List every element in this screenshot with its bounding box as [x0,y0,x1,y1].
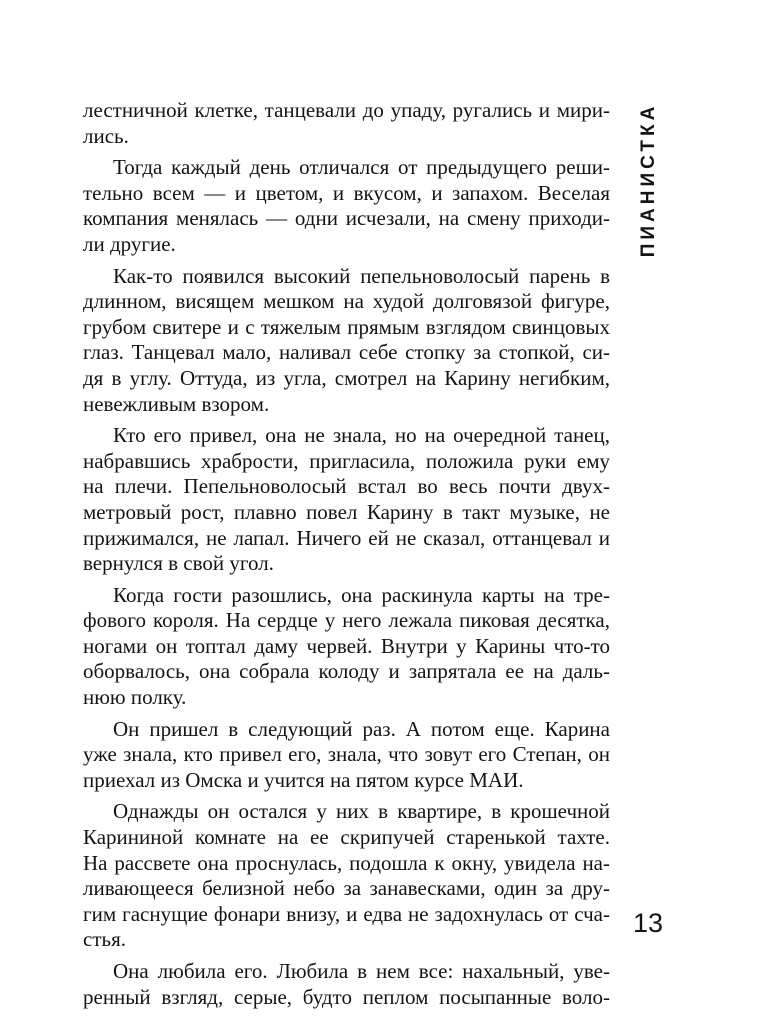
text-line: стья. [83,927,126,952]
text-line: оборвалось, она собрала колоду и запрятала ее на даль- [83,659,610,684]
text-line: На рассвете она проснулась, подошла к окну, увидела на- [83,850,610,875]
paragraph [83,264,610,418]
text-line: Карининой комнате на ее скрипучей старенькой тахте. [83,825,610,850]
paragraph [83,717,610,794]
text-line: приехал из Омска и учится на пятом курсе МАИ. [83,767,524,792]
text-line: тельно всем — и цветом, и вкусом, и запахом. Веселая [83,180,610,205]
paragraph [83,799,610,953]
paragraph [83,583,610,711]
paragraph [83,959,610,1010]
text-line: ренный взгляд, серые, будто пеплом посыпанные воло- [83,984,610,1009]
text-line: ногами он топтал даму червей. Внутри у Карины что-то [83,633,610,658]
body-text [83,98,610,1010]
text-line: ливающееся белизной небо за занавесками, один за дру- [83,876,610,901]
text-line: фового короля. На сердце у него лежала пиковая десятка, [83,608,610,633]
text-line: ли другие. [83,231,176,256]
text-line: Однажды он остался у них в квартире, в крошечной [113,799,610,824]
text-line: невежливым взором. [83,391,270,416]
text-line: Как-то появился высокий пепельноволосый парень в [113,263,610,288]
text-line: лись. [83,123,129,148]
text-line: Кто его привел, она не знала, но на очередной танец, [113,423,610,448]
text-line: Он пришел в следующий раз. А потом еще. Карина [113,716,610,741]
page-number: 13 [633,908,664,938]
text-line: длинном, висящем мешком на худой долговязой фигуре, [83,289,610,314]
text-line: набравшись храбрости, пригласила, положила руки ему [83,448,610,473]
paragraph [83,423,610,577]
text-line: гим гаснущие фонари внизу, и едва не задохнулась от сча- [83,901,610,926]
text-line: нюю полку. [83,685,187,710]
text-line: на плечи. Пепельноволосый встал во весь почти двух- [83,474,610,499]
text-line: Она любила его. Любила в нем все: нахальный, уве- [113,959,610,983]
text-line: компания менялась — одни исчезали, на смену приходи- [83,206,610,231]
text-line: вернулся в свой угол. [83,551,274,576]
paragraph [83,155,610,257]
running-head-title: ПИАНИСТКА [638,102,659,258]
running-head [632,100,666,260]
text-line: Тогда каждый день отличался от предыдущего реши- [113,155,610,180]
text-line: лестничной клетке, танцевали до упаду, ругались и мири- [83,98,610,122]
text-line: глаз. Танцевал мало, наливал себе стопку за стопкой, си- [83,340,610,365]
text-line: уже знала, кто привел его, знала, что зовут его Степан, он [83,742,610,767]
text-line: метровый рост, плавно повел Карину в такт музыке, не [83,499,610,524]
text-line: грубом свитере и с тяжелым прямым взглядом свинцовых [83,314,610,339]
text-line: Когда гости разошлись, она раскинула карты на тре- [113,582,610,607]
paragraph [83,98,610,149]
text-line: дя в углу. Оттуда, из угла, смотрел на Карину негибким, [83,365,610,390]
text-line: прижимался, не лапал. Ничего ей не сказал, оттанцевал и [83,525,610,550]
